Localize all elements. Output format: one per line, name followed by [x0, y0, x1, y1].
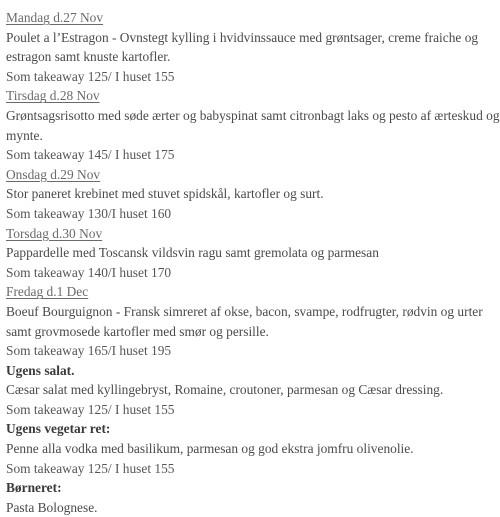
dish-description-wednesday: Stor paneret krebinet med stuvet spidskål, kartofler og surt.	[6, 186, 324, 202]
dish-description-friday-line-2: samt grovmosede kartofler med smør og persille.	[6, 323, 269, 339]
dish-description-thursday: Pappardelle med Toscansk vildsvin ragu samt gremolata og parmesan	[6, 245, 379, 261]
dish-description-monday-line-1: Poulet a l’Estragon - Ovnstegt kylling i hvidvinssauce med grøntsager, creme fraiche og	[6, 29, 479, 45]
dish-description-tuesday-line-1: Grøntsagsrisotto med søde ærter og babyspinat samt citronbagt laks og pesto af ærteskud og	[6, 107, 500, 123]
price-wednesday: Som takeaway 130/I huset 160	[6, 205, 172, 221]
dish-description-friday-line-1: Boeuf Bourguignon - Fransk simreret af okse, bacon, svampe, rodfrugter, rødvin og urter	[6, 303, 483, 319]
vegetarian-heading: Ugens vegetar ret:	[6, 421, 111, 437]
price-tuesday: Som takeaway 145/ I huset 175	[6, 147, 175, 163]
vegetarian-description: Penne alla vodka med basilikum, parmesan og god ekstra jomfru olivenolie.	[6, 441, 414, 457]
day-heading-thursday: Torsdag d.30 Nov	[6, 225, 103, 241]
price-vegetarian: Som takeaway 125/ I huset 155	[6, 460, 175, 476]
day-heading-friday: Fredag d.1 Dec	[6, 284, 89, 300]
day-heading-monday: Mandag d.27 Nov	[6, 10, 104, 25]
day-heading-tuesday: Tirsdag d.28 Nov	[6, 88, 100, 104]
dish-description-tuesday-line-2: mynte.	[6, 127, 43, 143]
price-monday: Som takeaway 125/ I huset 155	[6, 68, 175, 84]
salad-heading: Ugens salat.	[6, 362, 75, 378]
dish-description-monday-line-2: estragon samt knuste kartofler.	[6, 49, 171, 65]
kids-description: Pasta Bolognese.	[6, 499, 98, 515]
day-heading-wednesday: Onsdag d.29 Nov	[6, 166, 101, 182]
price-salad: Som takeaway 125/ I huset 155	[6, 401, 175, 417]
price-thursday: Som takeaway 140/I huset 170	[6, 264, 172, 280]
price-friday: Som takeaway 165/I huset 195	[6, 343, 172, 359]
kids-heading: Børneret:	[6, 480, 62, 496]
salad-description: Cæsar salat med kyllingebryst, Romaine, croutoner, parmesan og Cæsar dressing.	[6, 382, 444, 398]
